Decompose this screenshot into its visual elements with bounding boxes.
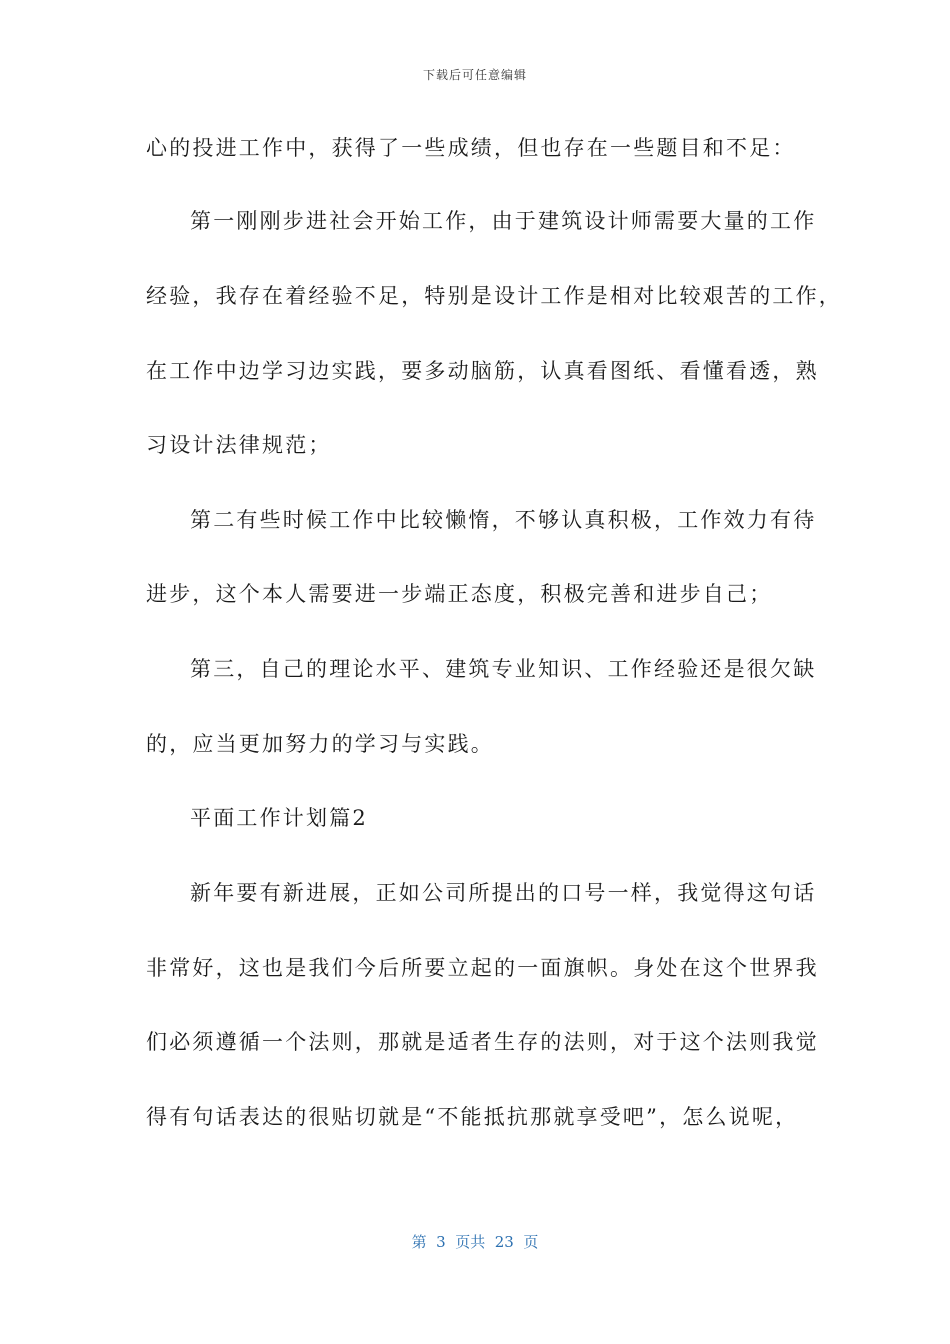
- section-heading: 平面工作计划篇2: [190, 806, 368, 830]
- body-line-1: 心的投进工作中，获得了一些成绩，但也存在一些题目和不足：: [146, 136, 796, 160]
- body-line-3: 经验，我存在着经验不足，特别是设计工作是相对比较艰苦的工作，: [146, 284, 842, 308]
- body-line-6: 第二有些时候工作中比较懒惰，不够认真积极，工作效力有待: [190, 508, 817, 532]
- body-line-11: 新年要有新进展，正如公司所提出的口号一样，我觉得这句话: [190, 881, 817, 905]
- body-line-7: 进步，这个本人需要进一步端正态度，积极完善和进步自己；: [146, 582, 773, 606]
- body-line-2: 第一刚刚步进社会开始工作，由于建筑设计师需要大量的工作: [190, 209, 817, 233]
- page-number-footer: 第 3 页共 23 页: [411, 1233, 539, 1251]
- body-line-13: 们必须遵循一个法则，那就是适者生存的法则，对于这个法则我觉: [146, 1030, 819, 1054]
- body-line-4: 在工作中边学习边实践，要多动脑筋，认真看图纸、看懂看透，熟: [146, 359, 819, 383]
- body-line-9: 的，应当更加努力的学习与实践。: [146, 732, 494, 756]
- body-line-14: 得有句话表达的很贴切就是“不能抵抗那就享受吧”，怎么说呢，: [146, 1105, 799, 1129]
- body-line-12: 非常好，这也是我们今后所要立起的一面旗帜。身处在这个世界我: [146, 956, 819, 980]
- body-line-5: 习设计法律规范；: [146, 433, 332, 457]
- body-line-8: 第三，自己的理论水平、建筑专业知识、工作经验还是很欠缺: [190, 657, 817, 681]
- page-header: 下载后可任意编辑: [422, 68, 527, 82]
